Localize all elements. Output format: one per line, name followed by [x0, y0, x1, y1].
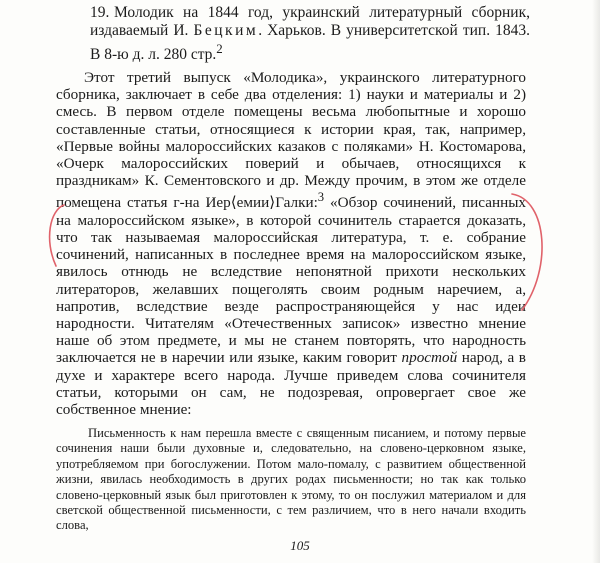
- block-quote: [56, 426, 526, 534]
- entry-number: 19.: [90, 4, 110, 21]
- body-part-2: «Обзор сочинений, писанных на малороссийском языке», в которой сочинитель старается доказать, что так называемая малороссийская литература, т. е. собрание сочинений, написанных в последнее время на малороссийском языке, явилось отнюдь не вследствие непонятной прихоти нескольких литераторов, желавших пощеголять своим родным наречием, а, напротив, вследствие везде распространяющейся у нас идеи народности. Читателям «Отечественных записок» известно мнение наше об этом предмете, и мы не станем повторять, что народность заключается не в наречии или языке, каким говорит: [56, 194, 526, 367]
- page-number: 105: [290, 538, 310, 553]
- body-italic-word: простой: [401, 349, 458, 367]
- body-part-1: Этот третий выпуск «Молодика», украинского литературного сборника, заключает в себе два отделения: 1) науки и материалы и 2) смесь. В первом отделе помещены весьма любопытные и хорошо составленные статьи, относящиеся к истории края, так, например, «Первые войны малороссийских казаков с поляками» Н. Костомарова, «Очерк малороссийских поверий и обычаев, относящихся к праздникам» К. Сементовского и др. Между прочим, в этом же отделе помещена статья г-на Иер⟨емии⟩Галки:: [56, 69, 526, 212]
- heading-text-rest: . Харьков. В университетской тип. 1843. В 8-ю д. л. 280 стр.: [90, 22, 530, 64]
- quote-paragraph: Письменность к нам перешла вместе с священным писанием, и потому первые сочинения наши были духовные и, следовательно, на словено-церковном языке, употребляемом при богослужении. Потом мало-помалу, с развитием общественной жизни, явилась необходимость в других родах письменности; но так как только словено-церковный язык был приготовлен к этому, то он послужил материалом и для светской общественной письменности, с тем различием, что в него начали входить слова,: [56, 426, 526, 533]
- body-part-3: народ, а в духе и характере всего народа. Лучше приведем слова сочинителя статьи, которыми он сам, не подозревая, опровергает свое же собственное мнение:: [56, 349, 526, 418]
- main-body-text: [56, 69, 526, 418]
- bibliography-heading: [90, 4, 530, 64]
- page-edge-shadow: [592, 0, 600, 563]
- heading-text-start: Молодик на 1844 год, украинский литературный сборник, издаваемый И.: [90, 4, 530, 39]
- body-paragraph: [56, 69, 526, 418]
- heading-publisher-name: Бецким: [193, 22, 259, 39]
- body-footnote-mark: 3: [317, 190, 325, 205]
- heading-footnote-mark: 2: [216, 41, 223, 56]
